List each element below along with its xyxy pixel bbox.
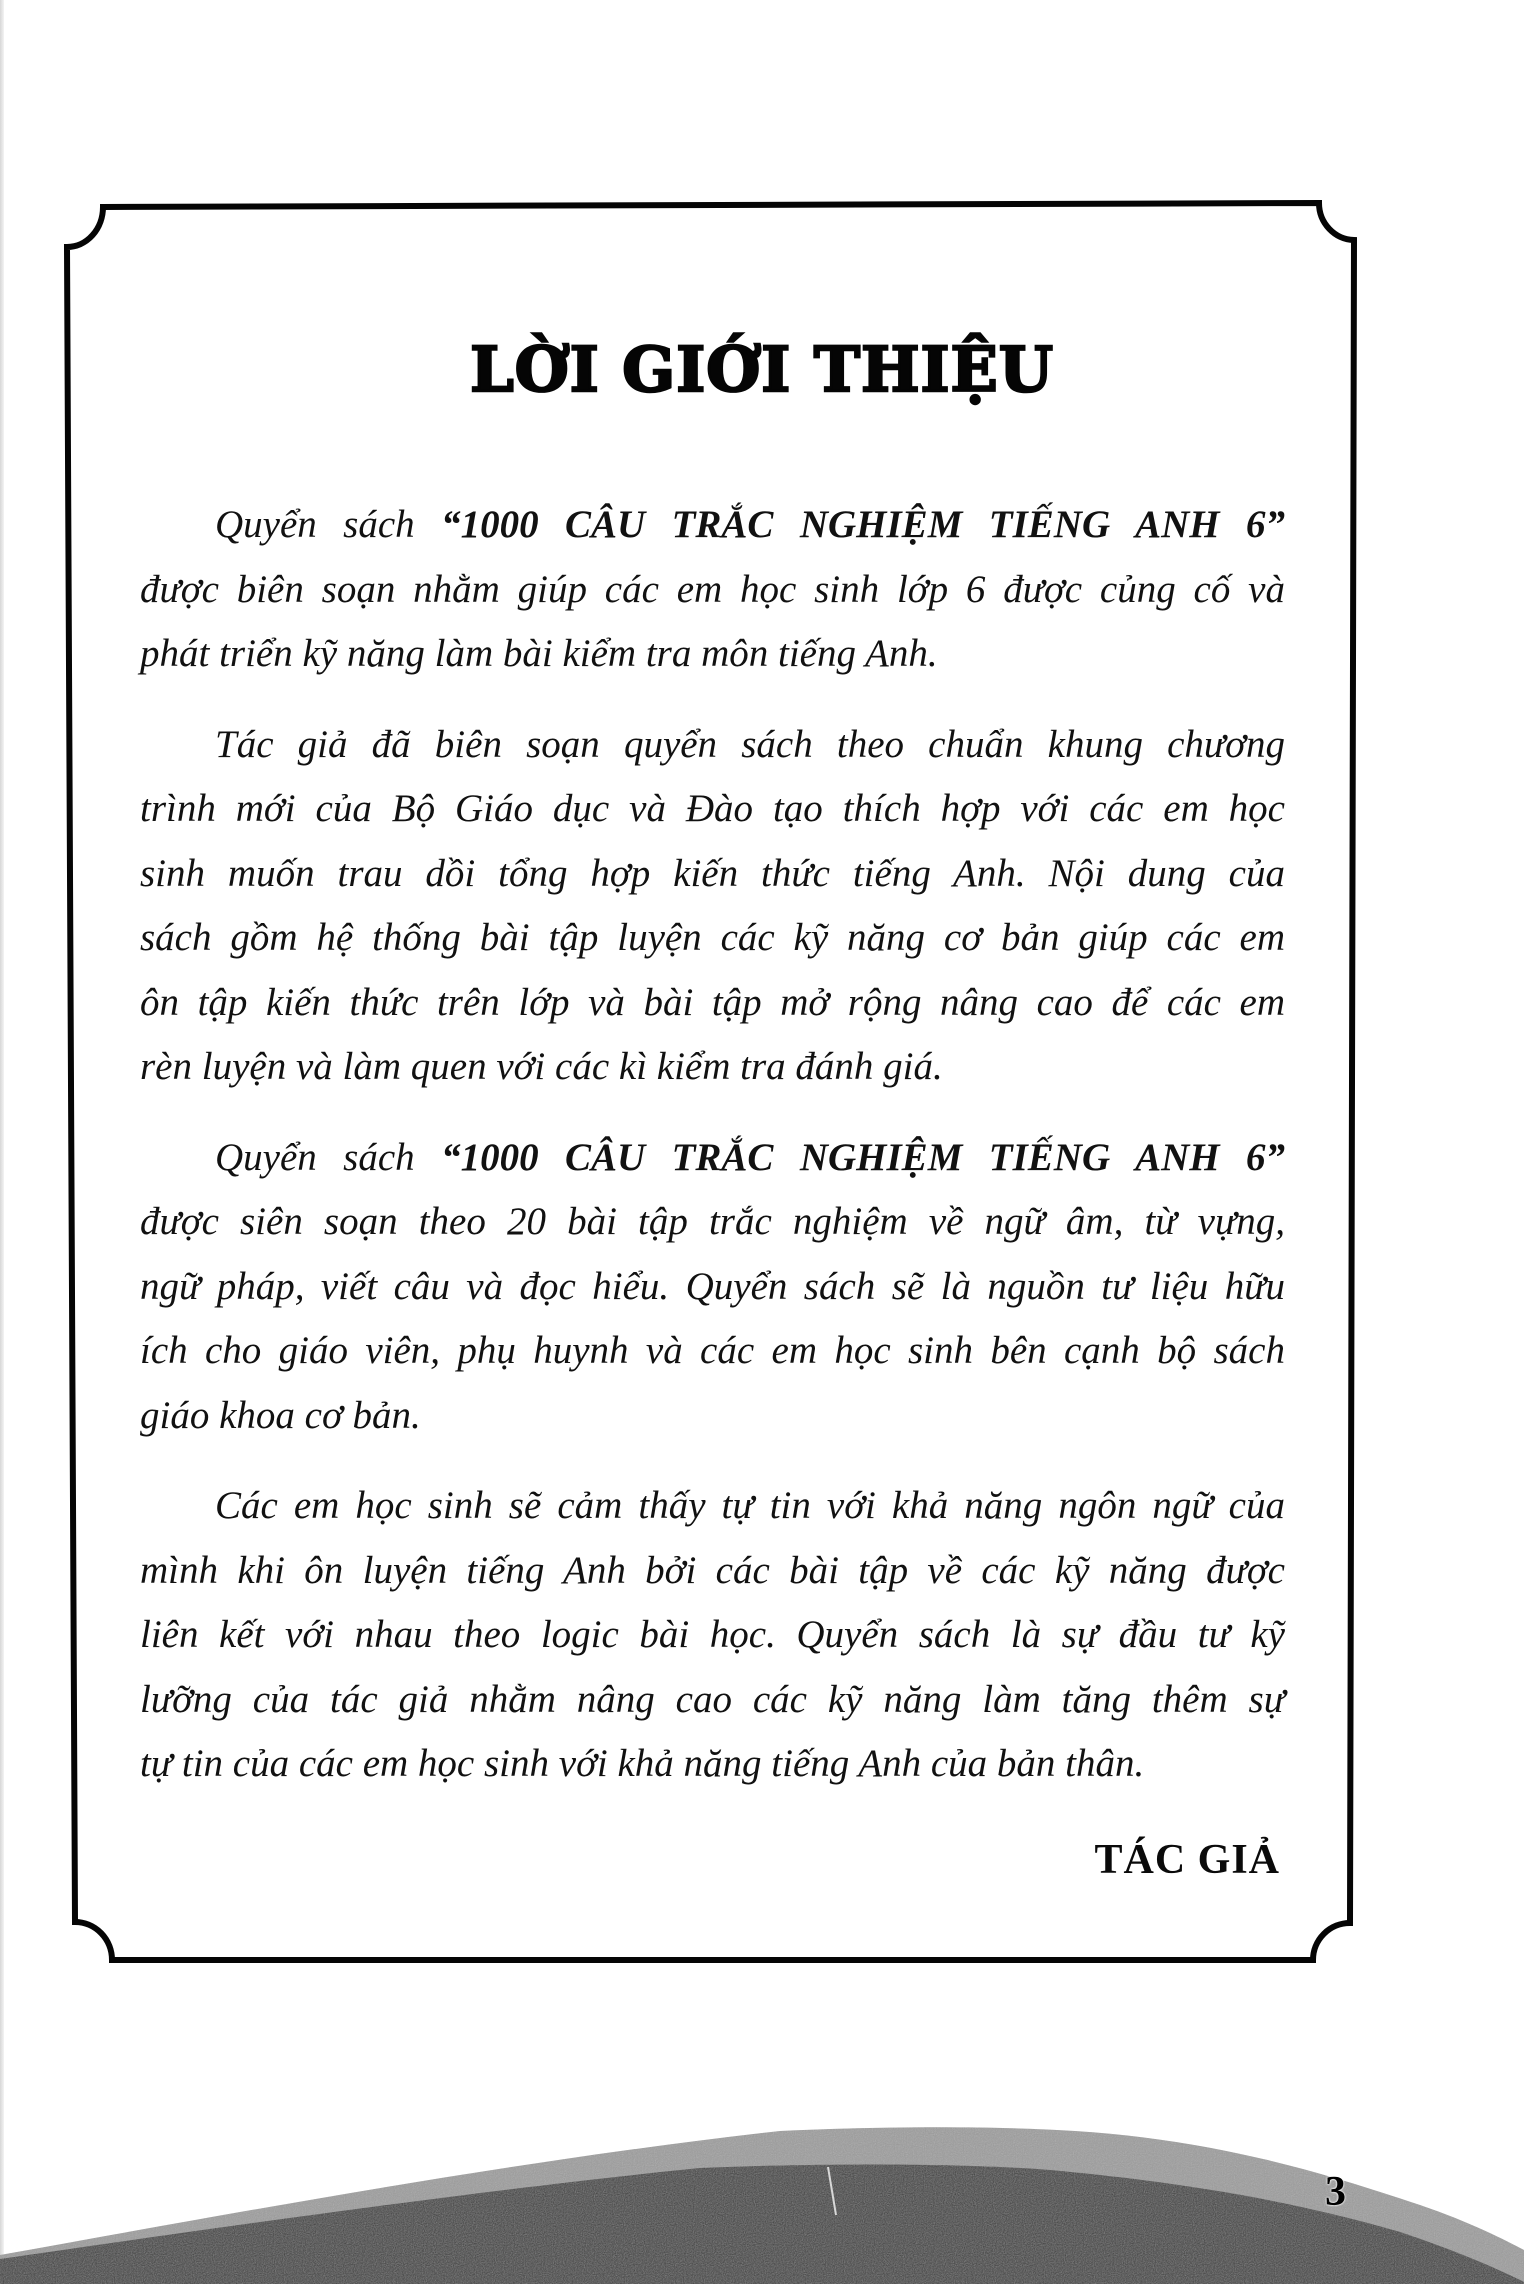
paragraph-3 [140, 1126, 1285, 1449]
paragraph-1 [140, 493, 1285, 687]
introduction-body [140, 493, 1285, 1823]
book-title-emphasis: “1000 CÂU TRẮC NGHIỆM TIẾNG ANH 6” [441, 503, 1285, 546]
text-line: phát triển kỹ năng làm bài kiểm tra môn tiếng Anh. [140, 632, 938, 675]
text-line: liên kết với nhau theo logic bài học. Quyển sách là sự đầu tư kỹ [140, 1613, 1285, 1656]
text-line: ích cho giáo viên, phụ huynh và các em học sinh bên cạnh bộ sách [140, 1329, 1285, 1372]
book-title-emphasis: “1000 CÂU TRẮC NGHIỆM TIẾNG ANH 6” [441, 1135, 1285, 1179]
text-line: ôn tập kiến thức trên lớp và bài tập mở rộng nâng cao để các em [140, 980, 1285, 1024]
text-line: rèn luyện và làm quen với các kì kiểm tra đánh giá. [140, 1045, 943, 1088]
text-line: được biên soạn nhằm giúp các em học sinh lớp 6 được củng cố và [140, 567, 1285, 611]
page-title: LỜI GIỚI THIỆU [470, 333, 1054, 406]
text-line: lưỡng của tác giả nhằm nâng cao các kỹ năng làm tăng thêm sự [140, 1677, 1285, 1721]
page-number: 3 [1325, 2169, 1346, 2215]
paragraph-4 [140, 1474, 1285, 1797]
paragraph-2 [140, 713, 1285, 1100]
text-line: Các em học sinh sẽ cảm thấy tự tin với khả năng ngôn ngữ của [215, 1484, 1285, 1527]
text-line: mình khi ôn luyện tiếng Anh bởi các bài tập về các kỹ năng được [140, 1548, 1285, 1592]
text-line: Quyển sách “1000 CÂU TRẮC NGHIỆM TIẾNG ANH 6” [215, 503, 1285, 546]
text-line: Quyển sách “1000 CÂU TRẮC NGHIỆM TIẾNG ANH 6” [215, 1135, 1285, 1179]
text-line: giáo khoa cơ bản. [140, 1393, 421, 1437]
text-line: sách gồm hệ thống bài tập luyện các kỹ năng cơ bản giúp các em [140, 916, 1285, 959]
text-line: tự tin của các em học sinh với khả năng tiếng Anh của bản thân. [140, 1742, 1145, 1785]
text-line: sinh muốn trau dồi tổng hợp kiến thức tiếng Anh. Nội dung của [140, 851, 1285, 895]
text-line: trình mới của Bộ Giáo dục và Đào tạo thích hợp với các em học [140, 787, 1285, 830]
author-signature: TÁC GIẢ [1094, 1837, 1280, 1883]
text-line: Tác giả đã biên soạn quyển sách theo chuẩn khung chương [215, 722, 1285, 766]
text-line: ngữ pháp, viết câu và đọc hiểu. Quyển sách sẽ là nguồn tư liệu hữu [140, 1264, 1285, 1308]
text-line: được siên soạn theo 20 bài tập trắc nghiệm về ngữ âm, từ vựng, [140, 1200, 1285, 1243]
